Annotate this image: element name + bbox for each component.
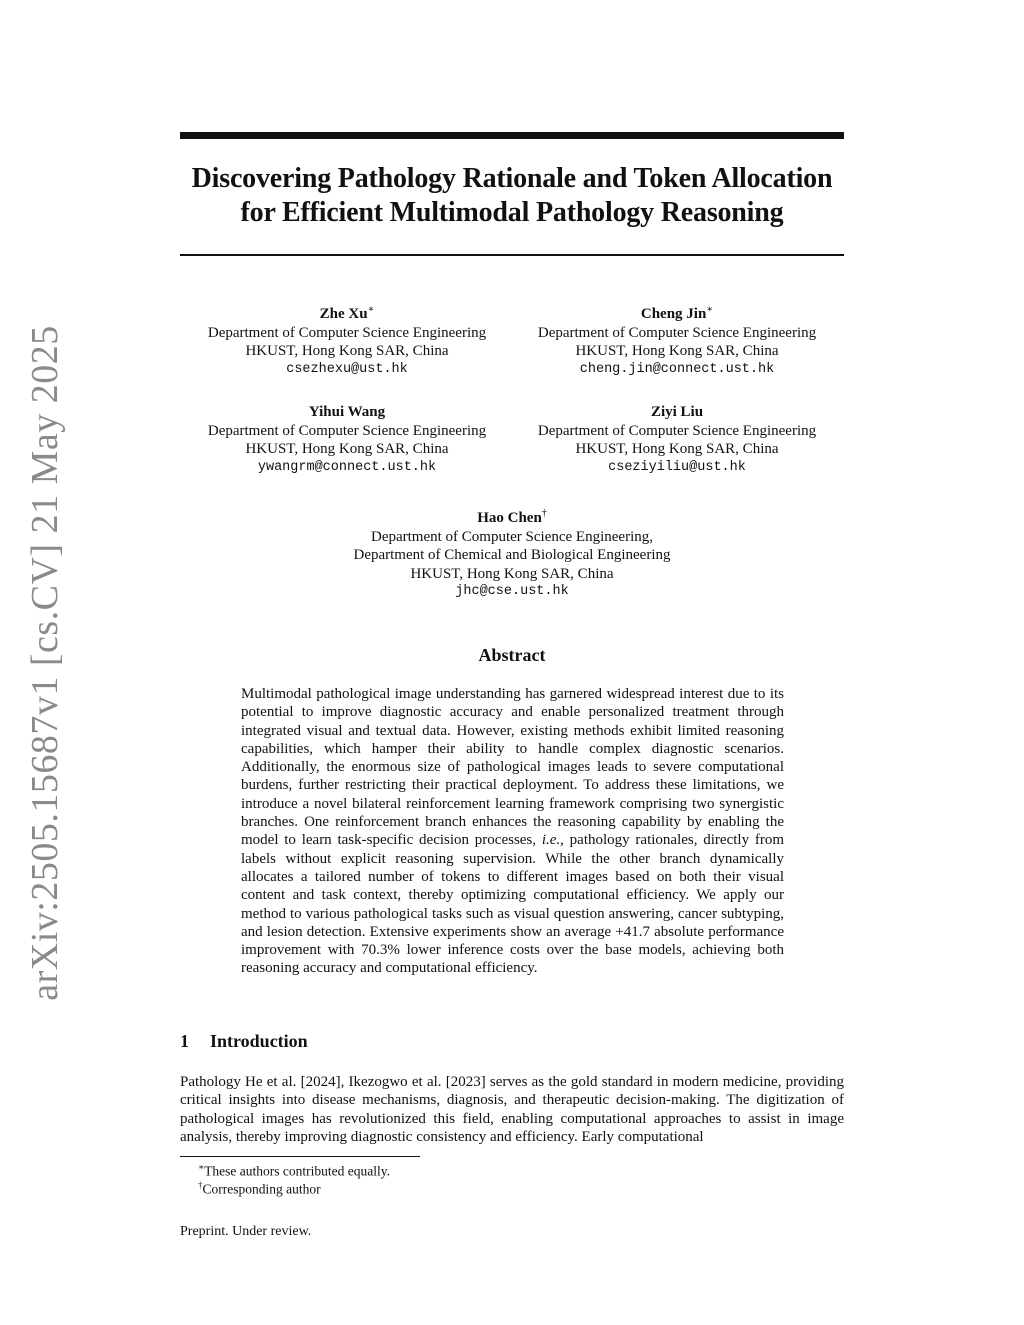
footnote-mark: ∗ <box>198 1162 205 1172</box>
section-number: 1 <box>180 1031 189 1051</box>
author-block <box>182 301 512 379</box>
abstract-ie: i.e. <box>541 832 561 849</box>
author-name: Ziyi Liu <box>650 404 704 420</box>
author-dept: Department of Chemical and Biological Engineering <box>353 547 671 563</box>
author-block <box>182 403 512 477</box>
author-dept: Department of Computer Science Engineering <box>207 422 487 439</box>
section-heading <box>180 1031 308 1052</box>
abstract-paragraph: Multimodal pathological image understanding has garnered widespread interest due to its potential to improve diagnostic accuracy and enable personalized treatment through integrated visual and textual data. However, existing methods exhibit limited reasoning capabilities, which hamper their ability to handle complex diagnostic scenarios. Additionally, the enormous size of pathological images leads to severe computational burdens, further restricting their practical deployment. To address these limitations, we introduce a novel bilateral reinforcement learning framework comprising two synergistic branches. One reinforcement branch enhances the reasoning capability by enabling the model to learn task-specific decision processes, i.e., pathology rationales, directly from labels without explicit reasoning supervision. While the other branch dynamically allocates a tailored number of tokens to different images based on both their visual content and task context, thereby optimizing computational efficiency. We apply our method to various pathological tasks such as visual question answering, cancer subtyping, and lesion detection. Extensive experiments show an average +41.7 absolute performance improvement with 70.3% lower inference costs over the base models, achieving both reasoning accuracy and computational efficiency. <box>241 686 785 977</box>
intro-paragraph: Pathology He et al. [2024], Ikezogwo et al. [2023] serves as the gold standard in modern medicine, providing critical insights into disease mechanisms, diagnosis, and therapeutic decision-making. The digitization of pathological images has revolutionized this field, enabling computational approaches to assist in image analysis, thereby improving diagnostic consistency and efficiency. Early computational <box>180 1074 844 1145</box>
author-email[interactable]: csezhexu@ust.hk <box>286 361 408 377</box>
author-block <box>512 301 842 379</box>
author-institution: HKUST, Hong Kong SAR, China <box>575 343 779 359</box>
author-name: Cheng Jin∗ <box>640 304 714 322</box>
author-dept: Department of Computer Science Engineering <box>207 324 487 341</box>
abstract-heading: Abstract <box>478 645 546 665</box>
author-email[interactable]: cheng.jin@connect.ust.hk <box>579 361 775 377</box>
author-mark: † <box>541 508 547 519</box>
title-top-rule <box>180 132 844 139</box>
author-name: Yihui Wang <box>308 404 386 420</box>
author-institution: HKUST, Hong Kong SAR, China <box>245 441 449 457</box>
section-title: Introduction <box>210 1031 308 1051</box>
author-mark: ∗ <box>706 304 714 315</box>
author-institution: HKUST, Hong Kong SAR, China <box>575 441 779 457</box>
abstract-body <box>241 685 784 978</box>
author-dept: Department of Computer Science Engineering, <box>371 528 653 545</box>
author-email[interactable]: jhc@cse.ust.hk <box>455 584 569 599</box>
author-dept: Department of Computer Science Engineering <box>537 422 817 439</box>
footnote: ∗These authors contributed equally. <box>198 1162 390 1179</box>
title-line-2: for Efficient Multimodal Pathology Reasoning <box>240 197 784 228</box>
author-institution: HKUST, Hong Kong SAR, China <box>410 565 614 582</box>
intro-body <box>180 1073 844 1146</box>
author-block <box>512 403 842 477</box>
author-email[interactable]: ywangrm@connect.ust.hk <box>257 459 437 475</box>
title-line-1: Discovering Pathology Rationale and Token Allocation <box>191 163 833 194</box>
author-dept: Department of Computer Science Engineering <box>537 324 817 341</box>
author-institution: HKUST, Hong Kong SAR, China <box>245 343 449 359</box>
author-email[interactable]: cseziyiliu@ust.hk <box>608 459 746 475</box>
footer-note: Preprint. Under review. <box>180 1224 312 1239</box>
paper-title <box>160 162 864 230</box>
arxiv-stamp: arXiv:2505.15687v1 [cs.CV] 21 May 2025 <box>24 325 66 1001</box>
author-name: Hao Chen† <box>477 508 547 526</box>
title-bottom-rule <box>180 254 844 256</box>
corresponding-author-block <box>262 505 762 602</box>
author-mark: ∗ <box>367 304 375 315</box>
author-name: Zhe Xu∗ <box>319 304 375 322</box>
footnote: †Corresponding author <box>198 1180 321 1197</box>
footnote-rule <box>180 1156 420 1157</box>
footnote-mark: † <box>198 1180 203 1190</box>
